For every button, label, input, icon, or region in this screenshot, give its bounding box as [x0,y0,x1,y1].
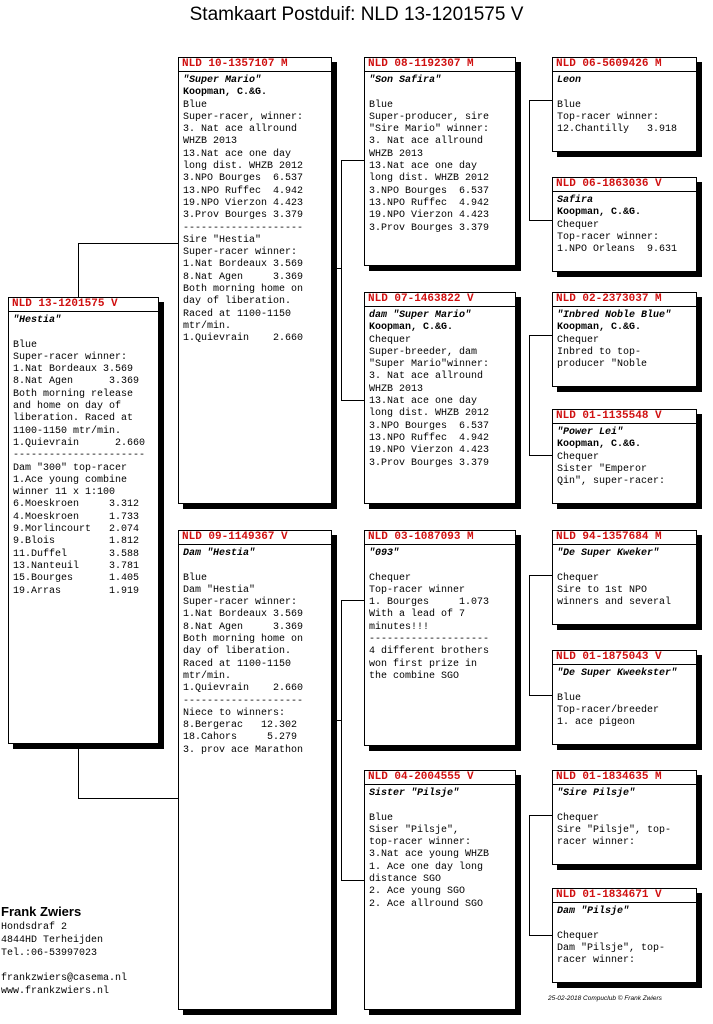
pigeon-details [553,903,696,967]
detail-line: Chequer [557,219,600,231]
pigeon-details [553,72,696,136]
pigeon-details [179,545,331,757]
detail-line: Dam "300" top-racer [13,462,128,474]
ring-number: NLD 10-1357107 M [179,58,331,72]
pigeon-owner: Koopman, C.&G. [557,322,642,334]
connector-line [529,575,552,576]
connector-line [78,243,178,244]
detail-line: top-racer winner: [369,837,472,849]
connector-line [529,695,552,696]
pigeon-card-sire-sire[interactable] [364,57,516,266]
connector-line [529,100,552,101]
detail-line: Blue [183,99,208,111]
pigeon-name: "Sire Pilsje" [557,788,636,799]
pigeon-details [553,665,696,729]
pigeon-name: "Power Lei" [557,427,624,438]
pigeon-card-sire-dam[interactable] [364,292,516,504]
detail-line: 1.NPO Orleans 9.631 [557,244,678,256]
pigeon-card-dam-sire[interactable] [364,530,516,746]
detail-line [557,800,692,812]
detail-line: the combine SGO [369,670,460,682]
detail-line: 3. Nat ace allround [369,371,484,383]
detail-line: long dist. WHZB 2012 [369,173,490,185]
detail-line: 6.Moeskroen 3.312 [13,499,140,511]
detail-line [369,560,511,572]
ring-number: NLD 07-1463822 V [365,293,515,307]
detail-line: 19.NPO Vierzon 4.423 [369,210,490,222]
detail-line: 13.NPO Ruffec 4.942 [183,185,304,197]
connector-line [529,335,530,456]
connector-line [529,935,552,936]
pigeon-card-sire-dam-sire[interactable] [552,292,697,387]
pigeon-card-dam-sire-dam[interactable] [552,650,697,745]
detail-line: 13.Nat ace one day [369,161,478,173]
detail-line: Sire "Pilsje", top- [557,824,672,836]
pigeon-name: Leon [557,75,582,86]
connector-line [332,268,342,269]
detail-line: 18.Cahors 5.279 [183,732,298,744]
ring-number: NLD 01-1834671 V [553,889,696,903]
detail-line: producer "Noble [557,359,648,371]
pigeon-details [9,312,158,598]
detail-line: WHZB 2013 [183,136,238,148]
connector-line [341,600,342,880]
detail-line: Top-racer winner: [557,231,660,243]
detail-line: 19.NPO Vierzon 4.423 [183,197,304,209]
detail-line: Sire to 1st NPO [557,584,648,596]
detail-line [557,918,692,930]
pigeon-details [365,785,515,911]
owner-phone: Tel.:06-53997023 [1,948,98,959]
detail-line: distance SGO [369,874,442,886]
detail-line: Chequer [369,572,412,584]
pigeon-card-sire[interactable] [178,57,332,504]
pigeon-name: "Son Safira" [369,75,442,86]
detail-line: Both morning home on [183,634,304,646]
detail-line: Super-producer, sire [369,111,490,123]
detail-line: 3.Nat ace young WHZB [369,849,490,861]
detail-line: Inbred to top- [557,346,642,358]
detail-line [557,87,692,99]
connector-line [341,400,364,401]
connector-line [529,455,552,456]
detail-line: Chequer [557,572,600,584]
ring-number: NLD 01-1834635 M [553,771,696,785]
detail-line: Blue [13,339,38,351]
detail-line: Top-racer/breeder [557,704,660,716]
detail-line: 1.Nat Bordeaux 3.569 [183,609,304,621]
detail-line: winners and several [557,597,672,609]
detail-line: -------------------- [369,634,490,646]
detail-line [369,800,511,812]
page-title: Stamkaart Postduif: NLD 13-1201575 V [189,4,524,25]
ring-number: NLD 08-1192307 M [365,58,515,72]
ring-number: NLD 94-1357684 M [553,531,696,545]
detail-line: Dam "Pilsje", top- [557,942,666,954]
detail-line: Qin", super-racer: [557,476,666,488]
detail-line: 13.Nat ace one day [369,396,478,408]
ring-number: NLD 01-1135548 V [553,410,696,424]
detail-line: 1. Bourges 1.073 [369,597,490,609]
detail-line: 8.Bergerac 12.302 [183,720,298,732]
detail-line: won first prize in [369,658,478,670]
detail-line: 11.Duffel 3.588 [13,548,140,560]
detail-line: Super-breeder, dam [369,346,478,358]
pigeon-name: Safira [557,195,594,206]
detail-line: WHZB 2013 [369,383,424,395]
detail-line: 1.Quievrain 2.660 [13,437,146,449]
detail-line: Chequer [557,930,600,942]
detail-line: -------------------- [183,222,304,234]
pigeon-details [553,307,696,371]
pigeon-name: "Super Mario" [183,75,262,86]
detail-line: 12.Chantilly 3.918 [557,124,678,136]
detail-line: 19.NPO Vierzon 4.423 [369,445,490,457]
ring-number: NLD 03-1087093 M [365,531,515,545]
detail-line: Dam "Hestia" [183,584,256,596]
detail-line: mtr/min. [183,320,232,332]
connector-line [341,880,364,881]
detail-line: 15.Bourges 1.405 [13,573,140,585]
detail-line: 4.Moeskroen 1.733 [13,511,140,523]
detail-line: long dist. WHZB 2012 [183,161,304,173]
owner-name: Frank Zwiers [1,904,82,919]
owner-street: Hondsdraf 2 [1,922,68,933]
detail-line: 1.Quievrain 2.660 [183,333,304,345]
detail-line: 2. Ace allround SGO [369,898,484,910]
pigeon-card-sire-sire-dam[interactable] [552,177,697,272]
pigeon-card-dam-dam[interactable] [364,770,516,1010]
pigeon-name: dam "Super Mario" [369,310,472,321]
detail-line: WHZB 2013 [369,148,424,160]
connector-line [332,720,342,721]
detail-line: 2. Ace young SGO [369,886,466,898]
connector-line [78,798,178,799]
detail-line: 1. ace pigeon [557,717,636,729]
pigeon-name: "Hestia" [13,315,62,326]
detail-line: Top-racer winner: [557,111,660,123]
owner-address-block [1,905,127,998]
connector-line [341,600,364,601]
detail-line: Super-racer winner: [13,351,128,363]
pigeon-owner: Koopman, C.&G. [369,322,454,334]
detail-line: racer winner: [557,955,636,967]
pigeon-card-main[interactable] [8,297,159,744]
pigeon-details [553,192,696,256]
detail-line: 1.Ace young combine [13,474,128,486]
pigeon-name: Dam "Hestia" [183,548,256,559]
pigeon-name: "De Super Kweker" [557,548,660,559]
detail-line: -------------------- [183,695,304,707]
connector-line [78,243,79,297]
detail-line: Both morning release [13,388,134,400]
detail-line: 19.Arras 1.919 [13,585,140,597]
connector-line [341,160,342,401]
detail-line: 3. Nat ace allround [183,124,298,136]
detail-line: Top-racer winner [369,584,466,596]
owner-website[interactable]: www.frankzwiers.nl [1,986,110,997]
detail-line: ---------------------- [13,450,146,462]
detail-line: Blue [557,692,582,704]
connector-line [529,335,552,336]
detail-line [557,680,692,692]
pigeon-name: "Inbred Noble Blue" [557,310,672,321]
connector-line [341,160,364,161]
pigeon-card-dam-dam-sire[interactable] [552,770,697,865]
detail-line: "Sire Mario" winner: [369,124,490,136]
detail-line: 13.NPO Ruffec 4.942 [369,432,490,444]
detail-line: With a lead of 7 [369,609,466,621]
pigeon-details [553,785,696,849]
pigeon-card-dam-sire-sire[interactable] [552,530,697,625]
connector-line [529,100,530,220]
pigeon-card-sire-dam-dam[interactable] [552,409,697,504]
detail-line: Chequer [557,451,600,463]
detail-line: 3.NPO Bourges 6.537 [369,420,490,432]
detail-line: 1100-1150 mtr/min. [13,425,122,437]
detail-line: Sister "Emperor [557,463,648,475]
detail-line: 1.Nat Bordeaux 3.569 [183,259,304,271]
owner-email[interactable]: frankzwiers@casema.nl [1,973,128,984]
detail-line: 9.Morlincourt 2.074 [13,524,140,536]
detail-line: Siser "Pilsje", [369,824,460,836]
detail-line: 3.NPO Bourges 6.537 [369,185,490,197]
detail-line: 3.Prov Bourges 3.379 [183,210,304,222]
detail-line: 3.NPO Bourges 6.537 [183,173,304,185]
detail-line: Blue [183,572,208,584]
ring-number: NLD 06-1863036 V [553,178,696,192]
detail-line: 3.Prov Bourges 3.379 [369,222,490,234]
detail-line: Niece to winners: [183,707,286,719]
detail-line: Chequer [369,334,412,346]
ring-number: NLD 02-2373037 M [553,293,696,307]
owner-city: 4844HD Terheijden [1,935,104,946]
detail-line: Blue [557,99,582,111]
pigeon-card-dam-dam-dam[interactable] [552,888,697,983]
print-credit: 25-02-2018 Compuclub © Frank Zwiers [548,995,662,1002]
detail-line: day of liberation. [183,296,292,308]
detail-line: long dist. WHZB 2012 [369,408,490,420]
ring-number: NLD 09-1149367 V [179,531,331,545]
detail-line: Raced at 1100-1150 [183,308,292,320]
detail-line: Super-racer winner: [183,597,298,609]
pigeon-name: "De Super Kweekster" [557,668,678,679]
detail-line: 3.Prov Bourges 3.379 [369,457,490,469]
detail-line [557,560,692,572]
detail-line: Super-racer, winner: [183,111,304,123]
pigeon-name: Sister "Pilsje" [369,788,460,799]
detail-line: "Super Mario"winner: [369,359,490,371]
detail-line: 3. Nat ace allround [369,136,484,148]
pigeon-card-dam[interactable] [178,530,332,1010]
detail-line: Chequer [557,334,600,346]
connector-line [78,744,79,799]
pigeon-details [365,72,515,235]
detail-line: 1.Nat Bordeaux 3.569 [13,364,134,376]
detail-line: Raced at 1100-1150 [183,658,292,670]
detail-line: 9.Blois 1.812 [13,536,140,548]
pigeon-name: "093" [369,548,400,559]
detail-line: 13.Nat ace one day [183,148,292,160]
ring-number: NLD 13-1201575 V [9,298,158,312]
detail-line [13,327,154,339]
detail-line: 8.Nat Agen 3.369 [183,271,304,283]
detail-line: Sire "Hestia" [183,234,262,246]
pigeon-details [553,424,696,488]
pigeon-details [365,307,515,470]
detail-line: and home on day of [13,401,122,413]
detail-line: day of liberation. [183,646,292,658]
detail-line: Super-racer winner: [183,247,298,259]
ring-number: NLD 01-1875043 V [553,651,696,665]
detail-line: 8.Nat Agen 3.369 [183,621,304,633]
connector-line [529,220,552,221]
connector-line [529,575,530,696]
pigeon-owner: Koopman, C.&G. [183,87,268,99]
pigeon-owner: Koopman, C.&G. [557,439,642,451]
detail-line: 13.Nanteuil 3.781 [13,560,140,572]
ring-number: NLD 06-5609426 M [553,58,696,72]
pigeon-owner: Koopman, C.&G. [557,207,642,219]
pigeon-name: Dam "Pilsje" [557,906,630,917]
connector-line [529,815,530,936]
pigeon-details [553,545,696,609]
detail-line: liberation. Raced at [13,413,134,425]
detail-line: 8.Nat Agen 3.369 [13,376,140,388]
pigeon-card-sire-sire-sire[interactable] [552,57,697,152]
ring-number: NLD 04-2004555 V [365,771,515,785]
detail-line: 3. prov ace Marathon [183,744,304,756]
detail-line: racer winner: [557,837,636,849]
detail-line: Blue [369,99,394,111]
pigeon-details [179,72,331,346]
detail-line [369,87,511,99]
detail-line: Chequer [557,812,600,824]
connector-line [529,815,552,816]
detail-line: Blue [369,812,394,824]
detail-line: 13.NPO Ruffec 4.942 [369,197,490,209]
detail-line: winner 11 x 1:100 [13,487,116,499]
detail-line: 1. Ace one day long [369,861,484,873]
detail-line: minutes!!! [369,621,430,633]
pigeon-details [365,545,515,683]
detail-line: 1.Quievrain 2.660 [183,683,304,695]
detail-line [183,560,327,572]
detail-line: mtr/min. [183,670,232,682]
detail-line: Both morning home on [183,284,304,296]
detail-line: 4 different brothers [369,646,490,658]
